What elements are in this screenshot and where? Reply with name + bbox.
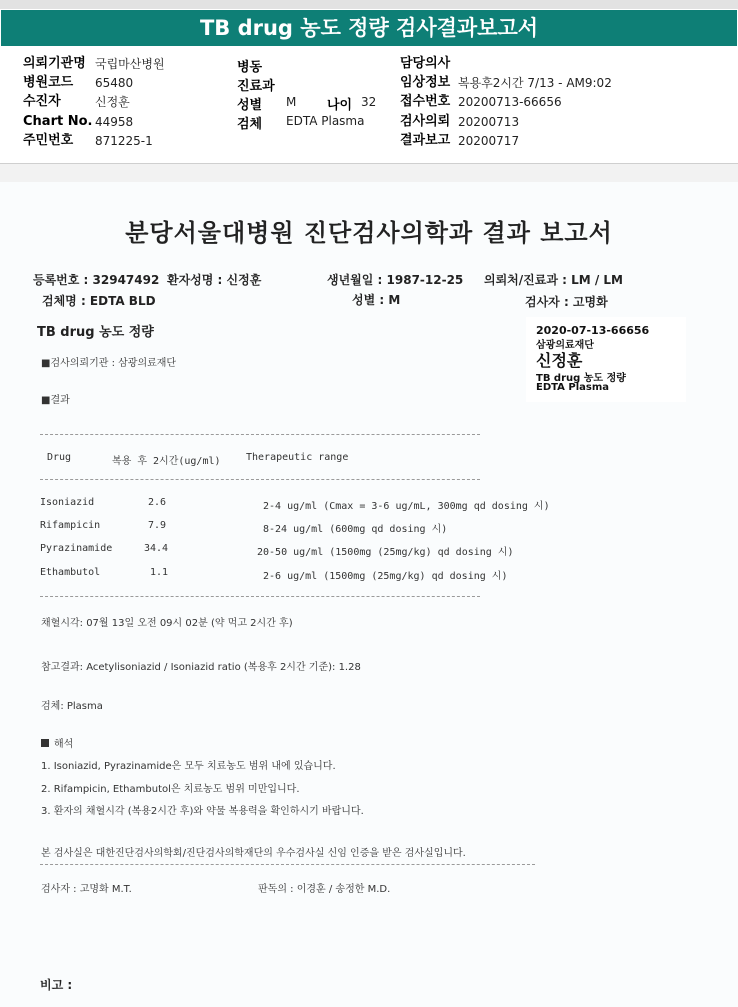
header-label-ward: 병동 — [237, 60, 263, 75]
top-scrollbar-area — [0, 0, 738, 9]
reference-result: 참고결과: Acetylisoniazid / Isoniazid ratio (복용후 2시간 기준): 1.28 — [41, 662, 361, 673]
header-value-specimen: EDTA Plasma — [286, 114, 365, 128]
specimen-name: 검체명 : EDTA BLD — [42, 294, 156, 308]
header-value-sex: M — [286, 95, 297, 109]
header-label-dept: 진료과 — [237, 79, 275, 94]
interpretation-line: 2. Rifampicin, Ethambutol은 치료농도 범위 미만입니다. — [41, 784, 300, 795]
table-cell-drug: Pyrazinamide — [40, 543, 113, 554]
dashed-divider — [40, 434, 480, 435]
column-header-range: Therapeutic range — [246, 452, 349, 463]
stamp-number: 2020-07-13-66656 — [536, 324, 650, 337]
header-value: 20200717 — [458, 134, 520, 148]
patient-name: 환자성명 : 신정훈 — [167, 273, 262, 287]
header-value: 65480 — [95, 76, 134, 90]
certification-note: 본 검사실은 대한진단검사의학회/진단검사의학재단의 우수검사실 신임 인증을 받은 검사실입니다. — [41, 848, 466, 859]
header-value-age: 32 — [361, 95, 377, 109]
table-cell-range: 20-50 ug/ml (1500mg (25mg/kg) qd dosing 시) — [257, 547, 514, 558]
specimen-line: 검체: Plasma — [41, 701, 103, 712]
dashed-divider — [40, 479, 480, 480]
column-header-level: 복용 후 2시간(ug/ml) — [112, 456, 221, 467]
table-cell-range: 8-24 ug/ml (600mg qd dosing 시) — [263, 524, 448, 535]
reg-no: 등록번호 : 32947492 — [33, 273, 160, 287]
stamp-specimen: EDTA Plasma — [536, 382, 610, 393]
header-label: Chart No. — [23, 114, 93, 129]
stamp-name: 신정훈 — [536, 351, 583, 370]
separator-strip — [0, 164, 738, 182]
dashed-divider — [40, 596, 480, 597]
header-label: 접수번호 — [400, 94, 451, 109]
header-label: 병원코드 — [23, 75, 74, 90]
table-cell-drug: Isoniazid — [40, 497, 95, 508]
header-label: 검사의뢰 — [400, 114, 451, 129]
column-header-drug: Drug — [47, 452, 72, 463]
interpretation-line: 3. 환자의 채혈시각 (복용2시간 후)와 약물 복용력을 확인하시기 바랍니다. — [41, 806, 364, 817]
header-value: 복용후2시간 7/13 - AM9:02 — [458, 76, 612, 90]
test-name-heading: TB drug 농도 정량 — [37, 325, 154, 340]
remark-label: 비고 : — [40, 978, 73, 992]
table-cell-drug: Rifampicin — [40, 520, 101, 531]
stamp-test: TB drug 농도 정량 — [536, 373, 626, 384]
interpretation-line: 1. Isoniazid, Pyrazinamide은 모두 치료농도 범위 내에 있습니다. — [41, 761, 336, 772]
table-cell-value: 1.1 — [150, 567, 169, 578]
header-label-age: 나이 — [327, 98, 353, 113]
header-label: 의뢰기관명 — [23, 56, 86, 71]
header-value: 국립마산병원 — [95, 57, 165, 71]
interpretation-heading-text: 해석 — [54, 739, 74, 750]
signer-reader: 판독의 : 이경훈 / 송정한 M.D. — [258, 884, 391, 895]
sex-field: 성별 : M — [352, 293, 401, 307]
square-bullet-icon — [41, 739, 49, 747]
stamp-org: 삼광의료재단 — [536, 340, 594, 351]
header-label: 결과보고 — [400, 133, 451, 148]
specimen-label-stamp — [526, 317, 686, 402]
header-label-specimen: 검체 — [237, 117, 263, 132]
requesting-dept: 의뢰처/진료과 : LM / LM — [484, 273, 624, 287]
table-cell-range: 2-6 ug/ml (1500mg (25mg/kg) qd dosing 시) — [263, 571, 508, 582]
table-cell-value: 2.6 — [148, 497, 167, 508]
header-label-sex: 성별 — [237, 98, 263, 113]
header-value: 44958 — [95, 115, 134, 129]
report-main-title: 분당서울대병원 진단검사의학과 결과 보고서 — [125, 219, 613, 247]
report-title-bar: TB drug 농도 정량 검사결과보고서 — [1, 10, 737, 46]
header-label: 담당의사 — [400, 56, 451, 71]
header-value: 20200713-66656 — [458, 95, 562, 109]
sampling-time: 채혈시각: 07월 13일 오전 09시 02분 (약 먹고 2시간 후) — [41, 618, 293, 629]
table-cell-value: 7.9 — [148, 520, 167, 531]
header-label: 임상정보 — [400, 75, 451, 90]
table-cell-range: 2-4 ug/ml (Cmax = 3-6 ug/mL, 300mg qd dosing 시) — [263, 501, 550, 512]
signer-examiner: 검사자 : 고명화 M.T. — [41, 884, 132, 895]
header-value: 871225-1 — [95, 134, 153, 148]
header-label: 주민번호 — [23, 133, 74, 148]
header-value: 신정훈 — [95, 95, 130, 109]
result-heading: ■결과 — [41, 395, 70, 406]
dashed-divider — [40, 864, 535, 865]
date-of-birth: 생년월일 : 1987-12-25 — [327, 273, 464, 287]
header-value: 20200713 — [458, 115, 520, 129]
header-label: 수진자 — [23, 94, 61, 109]
requester-line: ■검사의뢰기관 : 삼광의료재단 — [41, 358, 177, 369]
examiner-field: 검사자 : 고명화 — [525, 295, 608, 309]
table-cell-drug: Ethambutol — [40, 567, 101, 578]
table-cell-value: 34.4 — [144, 543, 169, 554]
interpretation-heading — [41, 735, 73, 750]
